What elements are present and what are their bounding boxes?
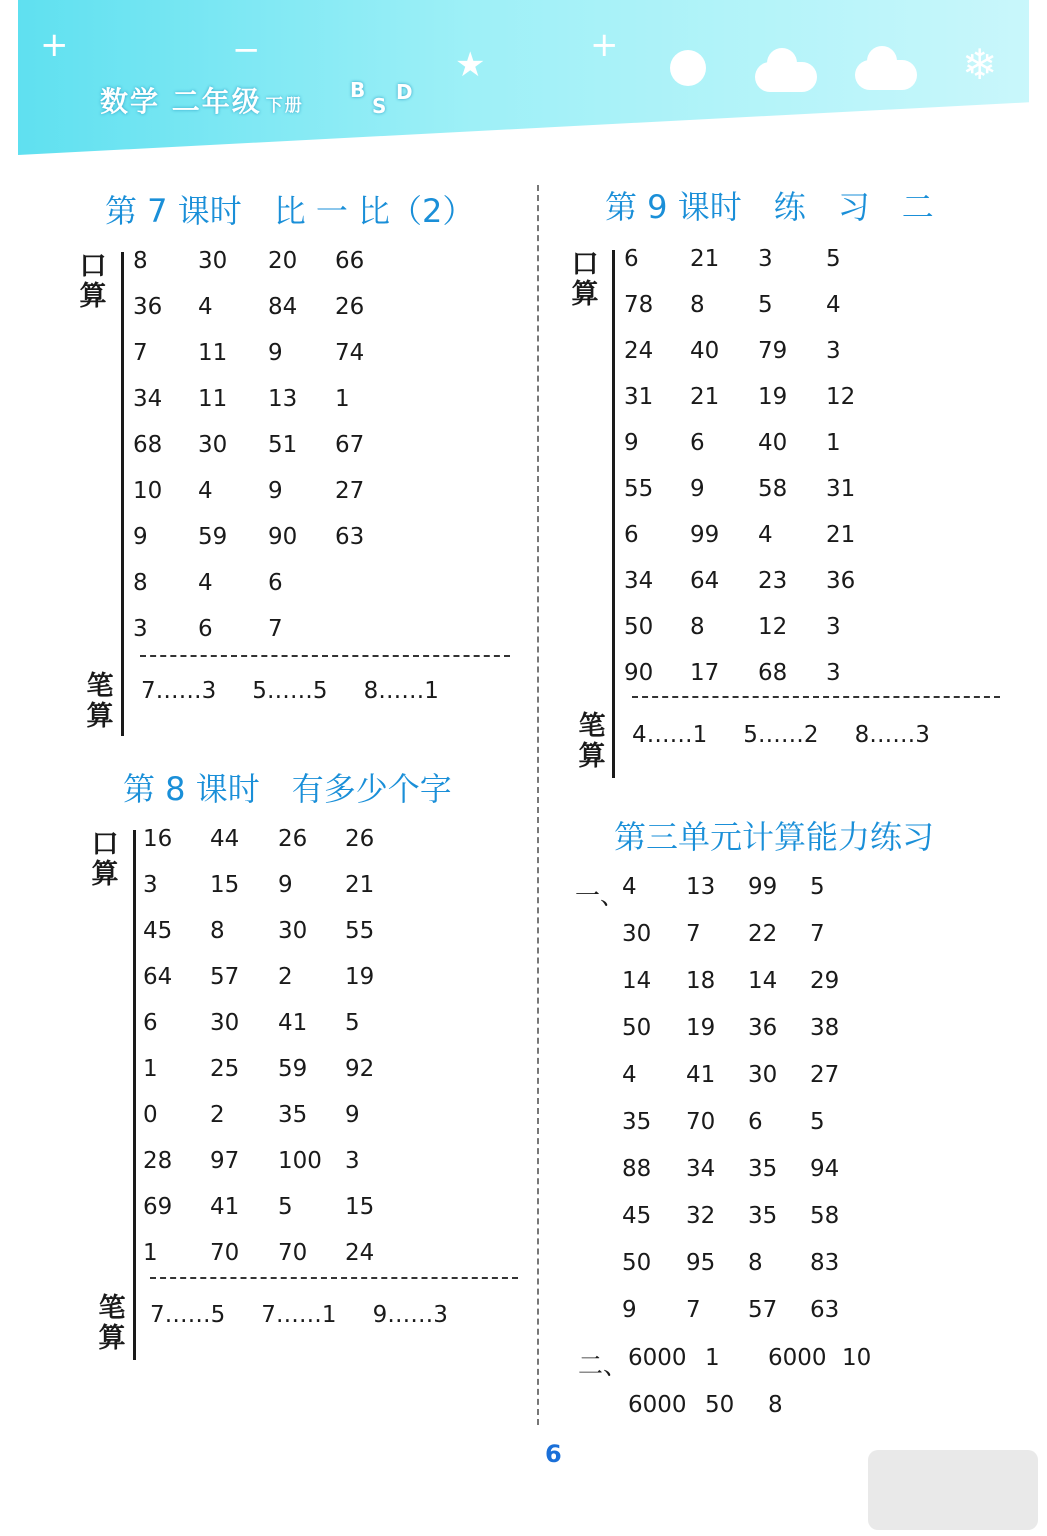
answer-value: 17	[690, 660, 720, 686]
answer-value: 13	[686, 874, 716, 900]
lesson9-written-label: 笔算	[578, 711, 606, 772]
lesson8-written-answers	[150, 1302, 484, 1328]
written-answer: 7……1	[261, 1302, 337, 1328]
unit3-title: 第三单元计算能力练习	[614, 818, 935, 856]
answer-value: 7	[686, 921, 701, 947]
answer-value: 58	[810, 1203, 840, 1229]
answer-value: 26	[345, 826, 375, 852]
answer-value: 3	[826, 660, 841, 686]
answer-value: 7	[686, 1297, 701, 1323]
lesson9-written-answers	[632, 722, 966, 748]
answer-value: 74	[335, 340, 365, 366]
answer-value: 19	[758, 384, 788, 410]
answer-value: 8	[748, 1250, 763, 1276]
written-answer: 4……1	[632, 722, 708, 748]
answer-value: 84	[268, 294, 298, 320]
answer-value: 4	[758, 522, 773, 548]
lesson8-separator	[150, 1277, 518, 1279]
answer-value: 50	[622, 1250, 652, 1276]
answer-value: 14	[622, 968, 652, 994]
answer-value: 21	[690, 384, 720, 410]
answer-value: 6000	[768, 1345, 827, 1371]
answer-value: 70	[210, 1240, 240, 1266]
answer-value: 9	[268, 340, 283, 366]
answer-value: 1	[335, 386, 350, 412]
answer-value: 0	[143, 1102, 158, 1128]
written-answer: 7……5	[150, 1302, 226, 1328]
lesson8-vertical-rule	[133, 830, 136, 1360]
cloud-rain-icon	[855, 60, 917, 90]
answer-value: 4	[826, 292, 841, 318]
edition-letter-b: B	[350, 78, 366, 102]
answer-value: 7	[268, 616, 283, 642]
answer-value: 59	[198, 524, 228, 550]
answer-value: 70	[278, 1240, 308, 1266]
answer-value: 30	[278, 918, 308, 944]
part1-label: 一、	[575, 881, 626, 910]
answer-value: 4	[198, 294, 213, 320]
lesson7-written-answers	[141, 678, 475, 704]
snowflake-icon: ❄	[962, 40, 998, 89]
answer-value: 9	[345, 1102, 360, 1128]
answer-value: 5	[278, 1194, 293, 1220]
written-answer: 9……3	[372, 1302, 448, 1328]
lesson7-vertical-rule	[121, 252, 124, 736]
written-answer: 8……1	[363, 678, 439, 704]
edition-letter-s: S	[372, 94, 387, 118]
answer-value: 30	[622, 921, 652, 947]
answer-value: 6	[143, 1010, 158, 1036]
answer-value: 22	[748, 921, 778, 947]
answer-value: 24	[624, 338, 654, 364]
answer-value: 97	[210, 1148, 240, 1174]
answer-value: 12	[758, 614, 788, 640]
answer-value: 92	[345, 1056, 375, 1082]
answer-value: 21	[690, 246, 720, 272]
lesson9-vertical-rule	[612, 250, 615, 778]
answer-value: 20	[268, 248, 298, 274]
answer-value: 12	[826, 384, 856, 410]
answer-value: 10	[842, 1345, 872, 1371]
answer-value: 26	[335, 294, 365, 320]
answer-value: 50	[705, 1392, 735, 1418]
answer-value: 6	[690, 430, 705, 456]
answer-value: 36	[826, 568, 856, 594]
answer-value: 30	[198, 248, 228, 274]
answer-value: 15	[345, 1194, 375, 1220]
answer-value: 30	[210, 1010, 240, 1036]
cloud-sun-icon	[755, 62, 817, 92]
answer-value: 79	[758, 338, 788, 364]
watermark-logo	[868, 1450, 1038, 1530]
answer-value: 6000	[628, 1392, 687, 1418]
answer-value: 69	[143, 1194, 173, 1220]
answer-value: 6000	[628, 1345, 687, 1371]
answer-value: 41	[278, 1010, 308, 1036]
answer-value: 9	[133, 524, 148, 550]
answer-value: 34	[624, 568, 654, 594]
answer-value: 6	[268, 570, 283, 596]
answer-value: 8	[210, 918, 225, 944]
answer-value: 8	[690, 614, 705, 640]
answer-value: 11	[198, 386, 228, 412]
answer-value: 5	[810, 874, 825, 900]
page-number: 6	[545, 1440, 562, 1468]
answer-value: 90	[624, 660, 654, 686]
answer-value: 55	[345, 918, 375, 944]
lesson7-written-label: 笔算	[86, 671, 114, 732]
answer-value: 1	[826, 430, 841, 456]
answer-value: 7	[133, 340, 148, 366]
answer-value: 31	[624, 384, 654, 410]
answer-value: 99	[690, 522, 720, 548]
answer-value: 99	[748, 874, 778, 900]
answer-value: 4	[622, 874, 637, 900]
answer-value: 4	[622, 1062, 637, 1088]
answer-value: 11	[198, 340, 228, 366]
answer-value: 10	[133, 478, 163, 504]
answer-value: 32	[686, 1203, 716, 1229]
lesson8-oral-label: 口算	[91, 829, 119, 890]
answer-value: 90	[268, 524, 298, 550]
answer-value: 64	[143, 964, 173, 990]
answer-value: 25	[210, 1056, 240, 1082]
answer-value: 7	[810, 921, 825, 947]
answer-value: 36	[748, 1015, 778, 1041]
plus-decoration-icon: +	[590, 25, 619, 65]
answer-value: 5	[826, 246, 841, 272]
answer-value: 1	[705, 1345, 720, 1371]
answer-value: 5	[345, 1010, 360, 1036]
answer-value: 95	[686, 1250, 716, 1276]
answer-value: 41	[686, 1062, 716, 1088]
answer-value: 67	[335, 432, 365, 458]
lesson8-title: 第 8 课时 有多少个字	[123, 770, 452, 808]
answer-value: 63	[810, 1297, 840, 1323]
answer-value: 58	[758, 476, 788, 502]
part2-label: 二、	[578, 1351, 629, 1380]
answer-value: 30	[748, 1062, 778, 1088]
answer-value: 21	[345, 872, 375, 898]
answer-value: 6	[624, 246, 639, 272]
answer-value: 6	[624, 522, 639, 548]
answer-value: 29	[810, 968, 840, 994]
answer-value: 9	[278, 872, 293, 898]
answer-value: 1	[143, 1240, 158, 1266]
answer-value: 3	[143, 872, 158, 898]
sun-icon	[670, 50, 706, 86]
answer-value: 59	[278, 1056, 308, 1082]
answer-value: 3	[133, 616, 148, 642]
answer-value: 31	[826, 476, 856, 502]
written-answer: 7……3	[141, 678, 217, 704]
answer-value: 30	[198, 432, 228, 458]
answer-value: 2	[278, 964, 293, 990]
answer-value: 4	[198, 478, 213, 504]
answer-value: 66	[335, 248, 365, 274]
answer-value: 63	[335, 524, 365, 550]
answer-value: 13	[268, 386, 298, 412]
answer-value: 3	[758, 246, 773, 272]
answer-value: 36	[133, 294, 163, 320]
lesson7-separator	[140, 655, 510, 657]
answer-value: 9	[690, 476, 705, 502]
answer-value: 24	[345, 1240, 375, 1266]
answer-value: 40	[690, 338, 720, 364]
answer-value: 57	[748, 1297, 778, 1323]
answer-value: 18	[686, 968, 716, 994]
answer-value: 27	[335, 478, 365, 504]
answer-value: 8	[768, 1392, 783, 1418]
answer-value: 8	[690, 292, 705, 318]
answer-value: 3	[345, 1148, 360, 1174]
answer-value: 57	[210, 964, 240, 990]
lesson9-separator	[632, 696, 1000, 698]
answer-value: 64	[690, 568, 720, 594]
answer-value: 34	[686, 1156, 716, 1182]
answer-value: 35	[622, 1109, 652, 1135]
written-answer: 5……5	[252, 678, 328, 704]
answer-value: 50	[624, 614, 654, 640]
answer-value: 2	[210, 1102, 225, 1128]
star-decoration-icon: ★	[455, 45, 486, 85]
answer-value: 5	[758, 292, 773, 318]
answer-value: 34	[133, 386, 163, 412]
answer-value: 26	[278, 826, 308, 852]
lesson7-oral-label: 口算	[79, 251, 107, 312]
lesson9-title: 第 9 课时 练 习 二	[605, 188, 934, 226]
answer-value: 8	[133, 248, 148, 274]
answer-value: 8	[133, 570, 148, 596]
answer-value: 83	[810, 1250, 840, 1276]
answer-value: 70	[686, 1109, 716, 1135]
answer-value: 50	[622, 1015, 652, 1041]
edition-letter-d: D	[396, 80, 413, 104]
answer-value: 41	[210, 1194, 240, 1220]
answer-value: 94	[810, 1156, 840, 1182]
minus-decoration-icon: −	[232, 30, 261, 70]
answer-value: 68	[758, 660, 788, 686]
answer-value: 45	[143, 918, 173, 944]
answer-value: 6	[198, 616, 213, 642]
answer-value: 9	[622, 1297, 637, 1323]
answer-value: 44	[210, 826, 240, 852]
lesson9-oral-label: 口算	[571, 249, 599, 310]
answer-value: 3	[826, 338, 841, 364]
answer-value: 68	[133, 432, 163, 458]
written-answer: 5……2	[743, 722, 819, 748]
answer-value: 51	[268, 432, 298, 458]
answer-value: 5	[810, 1109, 825, 1135]
written-answer: 8……3	[854, 722, 930, 748]
answer-value: 1	[143, 1056, 158, 1082]
answer-value: 19	[345, 964, 375, 990]
answer-value: 40	[758, 430, 788, 456]
answer-value: 14	[748, 968, 778, 994]
lesson7-title: 第 7 课时 比 一 比（2）	[105, 192, 475, 230]
answer-value: 27	[810, 1062, 840, 1088]
answer-value: 100	[278, 1148, 322, 1174]
answer-value: 21	[826, 522, 856, 548]
answer-value: 35	[278, 1102, 308, 1128]
answer-value: 55	[624, 476, 654, 502]
plus-decoration-icon: +	[40, 25, 69, 65]
answer-value: 4	[198, 570, 213, 596]
answer-value: 9	[624, 430, 639, 456]
answer-value: 3	[826, 614, 841, 640]
column-divider	[537, 185, 539, 1425]
answer-value: 16	[143, 826, 173, 852]
book-title: 数学 二年级 下册	[100, 85, 304, 118]
answer-value: 88	[622, 1156, 652, 1182]
answer-value: 38	[810, 1015, 840, 1041]
answer-value: 35	[748, 1156, 778, 1182]
answer-value: 9	[268, 478, 283, 504]
answer-value: 23	[758, 568, 788, 594]
lesson8-written-label: 笔算	[98, 1293, 126, 1354]
answer-value: 45	[622, 1203, 652, 1229]
answer-value: 15	[210, 872, 240, 898]
answer-value: 35	[748, 1203, 778, 1229]
answer-value: 6	[748, 1109, 763, 1135]
answer-value: 19	[686, 1015, 716, 1041]
answer-value: 28	[143, 1148, 173, 1174]
answer-value: 78	[624, 292, 654, 318]
